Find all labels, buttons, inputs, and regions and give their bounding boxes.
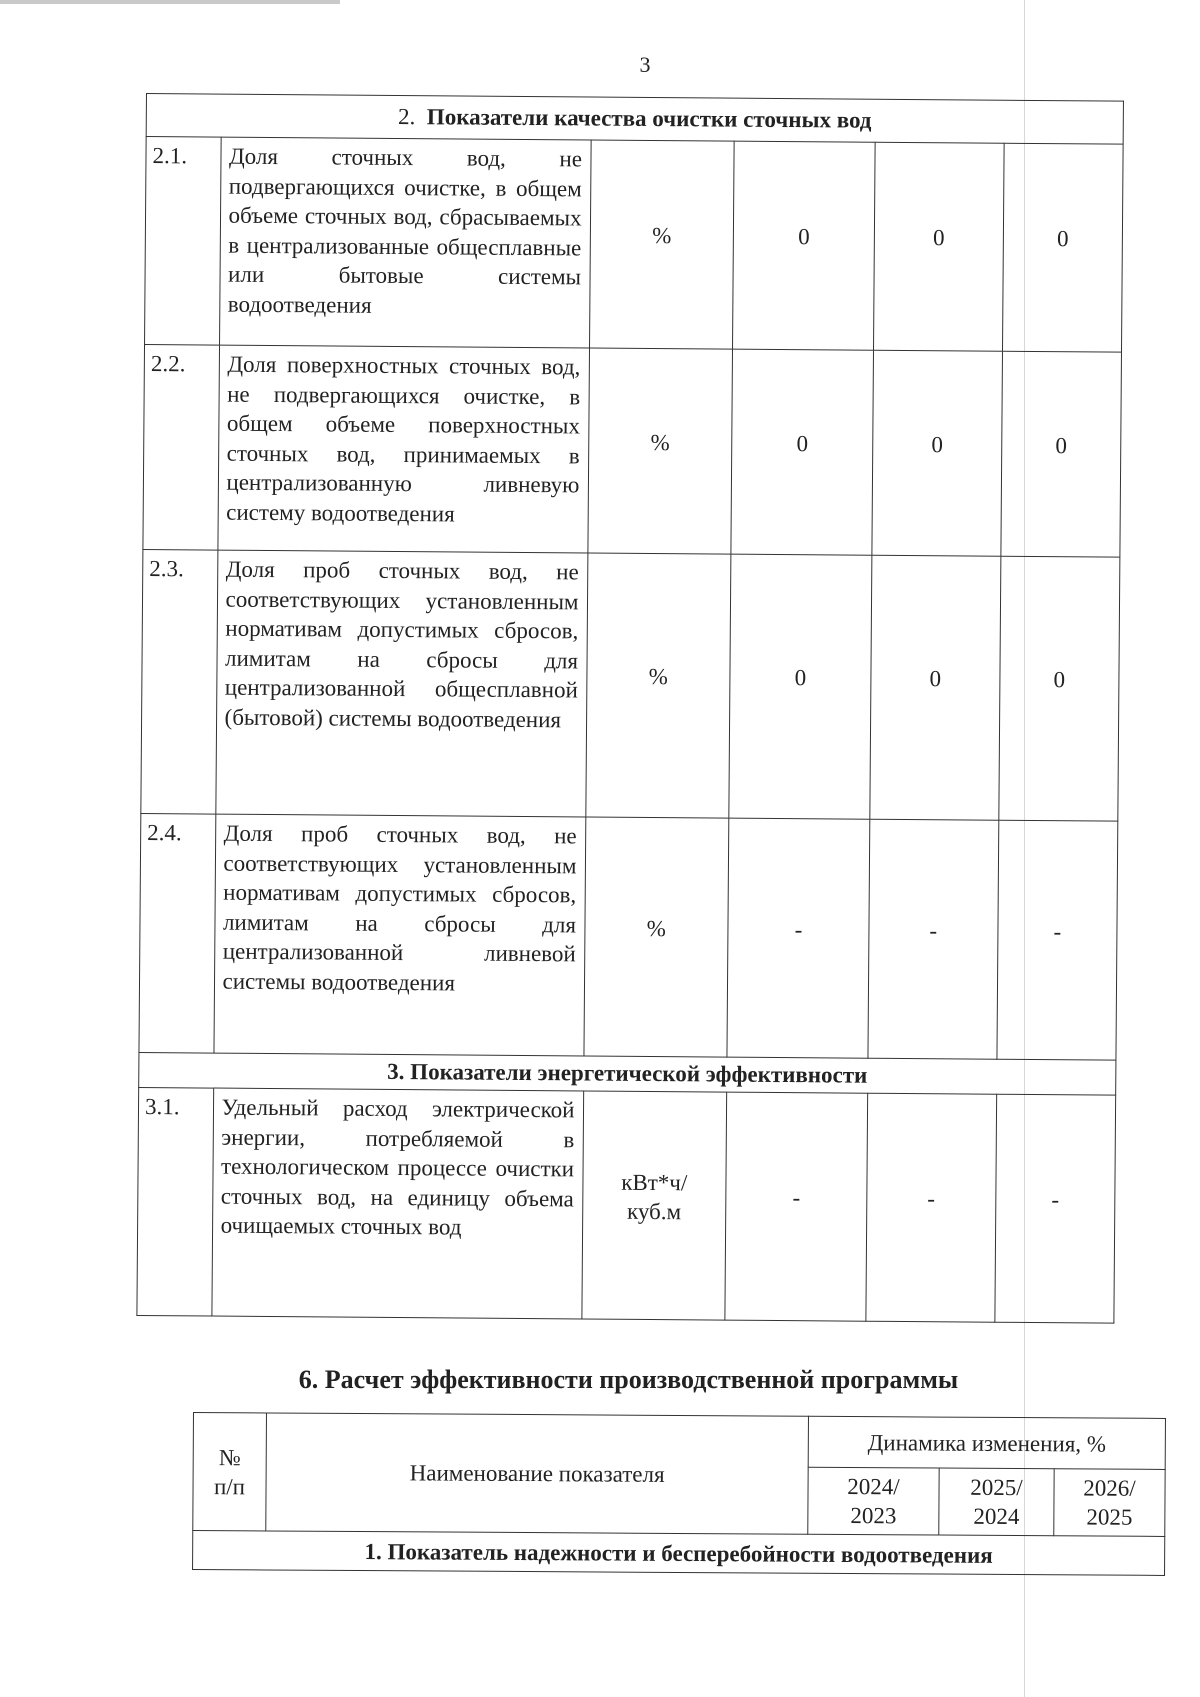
efficiency-table [192,1412,1166,1576]
value-2025: - [866,1093,997,1322]
row-number: 2.2. [143,344,219,550]
unit [581,1091,726,1320]
row-number: 2.3. [141,549,218,814]
section-2-number: 2. [398,104,416,130]
value-2026: 0 [1002,143,1123,352]
row-number: 3.1. [137,1087,213,1316]
row-number: 2.1. [145,137,221,346]
value-2024: 0 [731,349,873,555]
row-number: 2.4. [139,813,215,1053]
indicator-name: Доля поверхностных сточных вод, не подвергающихся очистке, в общем объеме поверхностных сточных вод, принимаемых в централизованную ливневую систему водоотведения [217,345,589,553]
efficiency-heading: 6. Расчет эффективности производственной программы [298,1365,959,1394]
section-1-title: 1. Показатель надежности и бесперебойности водоотведения [193,1531,1165,1576]
value-2025: 0 [872,350,1003,556]
section-2-header-row [146,94,1123,145]
section-1-row [193,1531,1165,1576]
unit-line-1: кВт*ч/ [621,1169,688,1195]
column-name-header: Наименование показателя [266,1413,809,1534]
table-row [137,1087,1116,1323]
value-2025: - [868,819,999,1059]
year-header [939,1468,1054,1536]
value-2024: - [725,1092,868,1321]
scan-edge-mark [0,0,340,4]
year-line-1: 2024/ [847,1473,900,1500]
table-row [143,344,1122,557]
value-2024: 0 [733,141,875,350]
unit: % [589,140,734,349]
value-2026: - [995,1094,1116,1323]
year-line-2: 2023 [850,1503,897,1529]
column-number-header [193,1413,267,1531]
table-row [139,813,1118,1060]
table-row [145,137,1124,353]
page-number: 3 [639,52,651,77]
unit-line-2: куб.м [626,1198,682,1225]
value-2026: - [997,820,1118,1060]
unit: % [583,817,729,1057]
indicator-name: Доля сточных вод, не подвергающихся очистке, в общем объеме сточных вод, сбрасываемых в централизованные общесплавные или бытовые системы водоотведения [219,137,591,348]
value-2025: 0 [873,142,1004,351]
year-line-2: 2025 [1086,1504,1133,1530]
value-2026: 0 [1001,351,1122,557]
indicator-name: Удельный расход электрической энергии, потребляемой в технологическом процессе очистки сточных вод, на единицу объема очищаемых сточных вод [211,1088,583,1319]
year-line-1: 2026/ [1083,1475,1136,1501]
year-line-1: 2025/ [970,1474,1023,1501]
unit: % [587,348,732,554]
column-dynamics-header: Динамика изменения, % [808,1416,1165,1469]
column-number-line-2: п/п [213,1473,246,1499]
value-2024: - [727,818,870,1058]
year-header [808,1467,939,1535]
value-2026: 0 [999,556,1120,821]
table-row [141,549,1120,821]
section-2-title: Показатели качества очистки сточных вод [426,104,872,133]
year-header [1054,1469,1165,1537]
indicator-name: Доля проб сточных вод, не соответствующих установленным нормативам допустимых сбросов, лимитам на сбросы для централизованной общесплавной (бытовой) системы водоотведения [215,550,587,817]
value-2024: 0 [729,554,872,819]
quality-indicators-table [136,93,1124,1324]
section-2-header [146,94,1123,145]
header-row [193,1413,1165,1470]
section-3-title: 3. Показатели энергетической эффективности [139,1052,1116,1095]
column-number-line-1: № [218,1444,241,1470]
unit: % [585,553,731,818]
year-line-2: 2024 [973,1503,1020,1530]
indicator-name: Доля проб сточных вод, не соответствующих установленным нормативам допустимых сбросов, лимитам на сбросы для централизованной ливневой системы водоотведения [213,814,585,1056]
value-2025: 0 [870,555,1001,820]
